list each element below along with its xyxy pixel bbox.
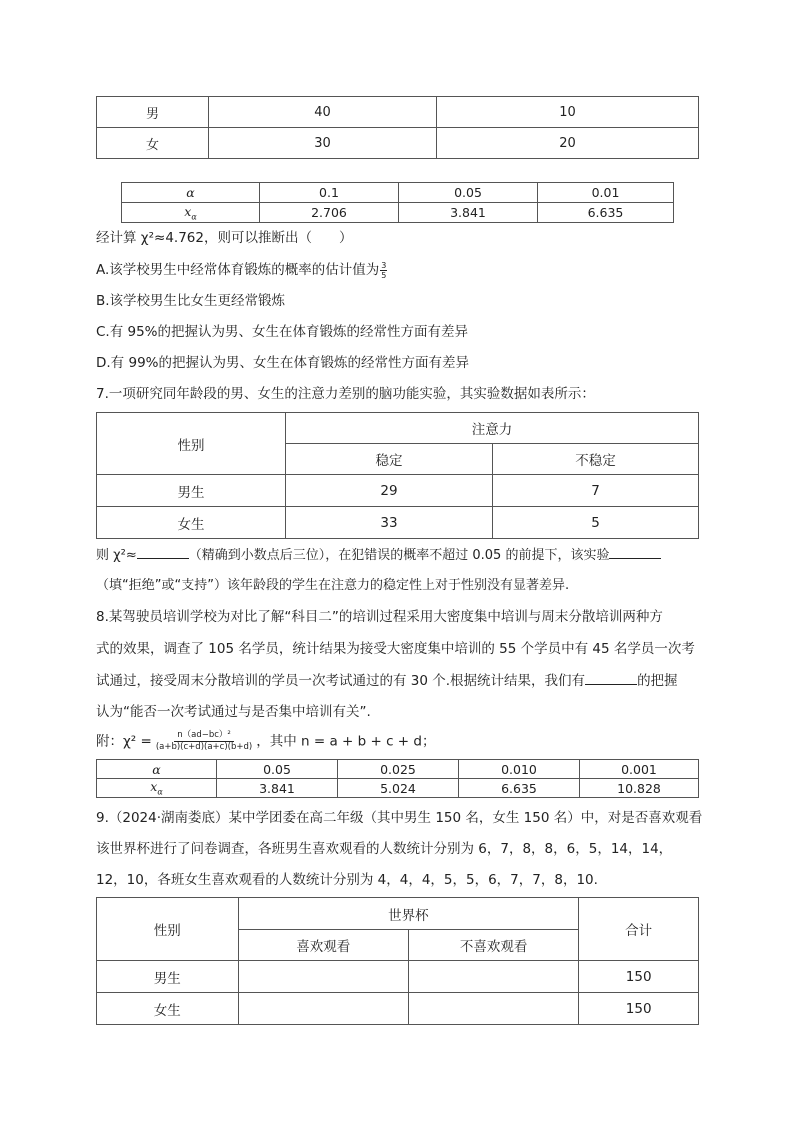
table-cell: 女 — [97, 128, 209, 159]
table-cell: 0.05 — [217, 760, 338, 779]
table-cell: 10 — [437, 97, 699, 128]
table-cell: 7 — [493, 475, 699, 507]
q6-option-c: C.有 95%的把握认为男、女生在体育锻炼的经常性方面有差异 — [96, 324, 469, 340]
table-row — [97, 898, 699, 930]
header-attention: 注意力 — [286, 413, 699, 444]
q8-line1: 8.某驾驶员培训学校为对比了解“科目二”的培训过程采用大密度集中培训与周末分散培训两种方 — [96, 609, 663, 625]
table-row — [122, 203, 674, 223]
formula-suffix: ，其中 n = a + b + c + d； — [256, 733, 436, 750]
header-stable: 稳定 — [286, 444, 493, 475]
q8-line4: 认为“能否一次考试通过与是否集中培训有关”. — [96, 704, 371, 720]
critical-value-table — [96, 759, 699, 798]
header-total: 合计 — [579, 898, 699, 961]
table-cell: 5.024 — [338, 779, 459, 798]
alpha-label: α — [97, 760, 217, 779]
alpha-label: α — [122, 183, 260, 203]
header-gender: 性别 — [97, 898, 239, 961]
chi-square-formula — [96, 730, 435, 753]
table-row — [97, 961, 699, 993]
table-cell: 30 — [209, 128, 437, 159]
header-unstable: 不稳定 — [493, 444, 699, 475]
answer-blank[interactable] — [137, 544, 189, 559]
formula-denominator: (a+b)(c+d)(a+c)(b+d) — [155, 742, 253, 752]
answer-blank[interactable] — [585, 670, 637, 685]
table-cell: 6.635 — [538, 203, 674, 223]
q8-text: 试通过，接受周末分散培训的学员一次考试通过的有 30 个.根据统计结果，我们有 — [96, 673, 586, 689]
formula-numerator: n（ad−bc）² — [174, 730, 234, 742]
table-cell: 6.635 — [459, 779, 580, 798]
q6-option-d: D.有 99%的把握认为男、女生在体育锻炼的经常性方面有差异 — [96, 355, 469, 371]
alpha-subscript: α — [157, 787, 163, 797]
table-cell: 0.1 — [260, 183, 399, 203]
table-row — [97, 97, 699, 128]
empty-cell[interactable] — [408, 961, 578, 993]
table-cell: 0.010 — [459, 760, 580, 779]
q8-text: 的把握 — [637, 673, 678, 689]
fraction — [380, 261, 387, 280]
table-row — [122, 183, 674, 203]
answer-blank[interactable] — [609, 544, 661, 559]
table-cell: 3.841 — [399, 203, 538, 223]
critical-value-table-small — [121, 182, 674, 223]
table-row — [97, 993, 699, 1025]
table-cell: 150 — [579, 993, 699, 1025]
table-row — [97, 413, 699, 444]
table-cell: 0.025 — [338, 760, 459, 779]
header-worldcup: 世界杯 — [238, 898, 579, 930]
table-cell: 3.841 — [217, 779, 338, 798]
x-alpha-label — [122, 203, 260, 223]
table-cell: 男生 — [97, 961, 239, 993]
q6-option-b: B.该学校男生比女生更经常锻炼 — [96, 293, 286, 309]
header-gender: 性别 — [97, 413, 286, 475]
table-cell: 40 — [209, 97, 437, 128]
q7-answer-line1 — [96, 544, 661, 566]
empty-cell[interactable] — [408, 993, 578, 1025]
q9-line1: 9.（2024·湖南娄底）某中学团委在高二年级（其中男生 150 名，女生 150 名）中，对是否喜欢观看 — [96, 810, 703, 826]
fraction-denominator: 5 — [381, 270, 387, 280]
table-cell: 男 — [97, 97, 209, 128]
q6-stem: 经计算 χ²≈4.762，则可以推断出（ ） — [96, 230, 353, 246]
q7-stem: 7.一项研究同年龄段的男、女生的注意力差别的脑功能实验，其实验数据如表所示： — [96, 386, 595, 402]
q9-line3: 12，10，各班女生喜欢观看的人数统计分别为 4，4，4，5，5，6，7，7，8，10. — [96, 872, 598, 888]
x-symbol: x — [150, 779, 158, 795]
table-cell: 0.01 — [538, 183, 674, 203]
table-cell: 10.828 — [580, 779, 699, 798]
q7-answer-line2: （填“拒绝”或“支持”）该年龄段的学生在注意力的稳定性上对于性别没有显著差异. — [96, 578, 570, 593]
header-like: 喜欢观看 — [238, 930, 408, 961]
table-cell: 女生 — [97, 993, 239, 1025]
q7-text: 则 χ²≈ — [96, 548, 137, 563]
fraction-numerator: 3 — [381, 260, 387, 270]
table-row — [97, 128, 699, 159]
table-cell: 0.05 — [399, 183, 538, 203]
table-cell: 33 — [286, 507, 493, 539]
worldcup-table — [96, 897, 699, 1025]
gender-exercise-table — [96, 96, 699, 159]
x-symbol: x — [184, 203, 192, 219]
x-alpha-label — [97, 779, 217, 798]
table-cell: 2.706 — [260, 203, 399, 223]
table-cell: 20 — [437, 128, 699, 159]
q8-line3 — [96, 670, 678, 691]
empty-cell[interactable] — [238, 961, 408, 993]
table-row — [97, 779, 699, 798]
table-cell: 5 — [493, 507, 699, 539]
q7-text: （精确到小数点后三位），在犯错误的概率不超过 0.05 的前提下，该实验 — [188, 548, 610, 563]
table-cell: 29 — [286, 475, 493, 507]
table-cell: 男生 — [97, 475, 286, 507]
formula-prefix: 附：χ² = — [96, 733, 152, 750]
table-cell: 0.001 — [580, 760, 699, 779]
option-a-text: A.该学校男生中经常体育锻炼的概率的估计值为 — [96, 262, 380, 278]
table-row — [97, 475, 699, 507]
alpha-subscript: α — [191, 212, 197, 222]
q8-line2: 式的效果，调查了 105 名学员，统计结果为接受大密度集中培训的 55 个学员中有 45 名学员一次考 — [96, 641, 695, 657]
header-dislike: 不喜欢观看 — [408, 930, 578, 961]
formula-fraction — [156, 730, 252, 753]
table-row — [97, 760, 699, 779]
attention-table — [96, 412, 699, 539]
q9-line2: 该世界杯进行了问卷调查，各班男生喜欢观看的人数统计分别为 6，7，8，8，6，5，14，14， — [96, 841, 673, 857]
q6-option-a — [96, 260, 387, 280]
table-row — [97, 507, 699, 539]
table-cell: 150 — [579, 961, 699, 993]
empty-cell[interactable] — [238, 993, 408, 1025]
table-cell: 女生 — [97, 507, 286, 539]
